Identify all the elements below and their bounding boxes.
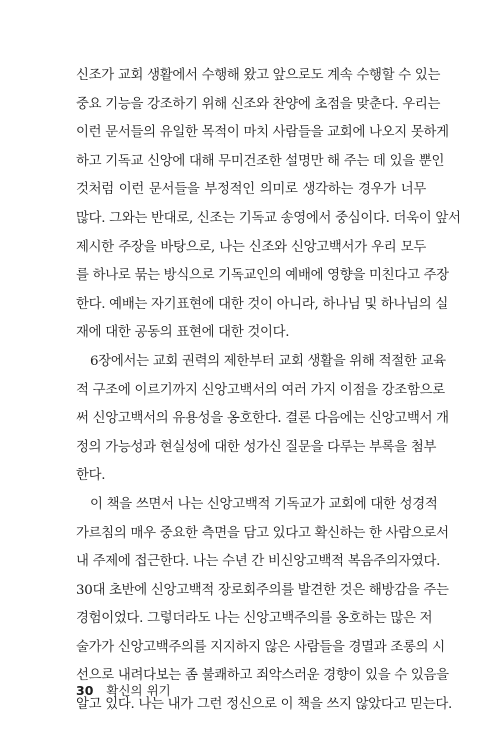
text-line: 30대 초반에 신앙고백적 장로회주의를 발견한 것은 해방감을 주는: [76, 582, 449, 598]
paragraph-2: [76, 348, 449, 491]
text-line: 하고 기독교 신앙에 대해 무미건조한 설명만 해 주는 데 있을 뿐인: [76, 153, 445, 169]
text-line: 를 하나로 묶는 방식으로 기독교인의 예배에 영향을 미친다고 주장: [76, 268, 449, 284]
page-footer: [76, 681, 171, 699]
text-line: 한다. 예배는 자기표현에 대한 것이 아니라, 하나님 및 하나님의 실: [76, 296, 449, 312]
text-line: 써 신앙고백서의 유용성을 옹호한다. 결론 다음에는 신앙고백서 개: [76, 411, 449, 427]
text-line: 선으로 내려다보는 좀 불쾌하고 죄악스러운 경향이 있을 수 있음을: [76, 668, 449, 684]
text-line: 중요 기능을 강조하기 위해 신조와 찬양에 초점을 맞춘다. 우리는: [76, 96, 441, 112]
text-line: 알고 있다. 나는 내가 그런 정신으로 이 책을 쓰지 않았다고 믿는다.: [76, 697, 452, 713]
text-line: 재에 대한 공동의 표현에 대한 것이다.: [76, 325, 290, 341]
text-line: 정의 가능성과 현실성에 대한 성가신 질문을 다루는 부록을 첨부: [76, 439, 437, 455]
text-line: 많다. 그와는 반대로, 신조는 기독교 송영에서 중심이다. 더욱이 앞서: [76, 210, 461, 226]
text-line: 술가가 신앙고백주의를 지지하지 않은 사람들을 경멸과 조롱의 시: [76, 639, 445, 655]
text-line: 적 구조에 이르기까지 신앙고백서의 여러 가지 이점을 강조함으로: [76, 382, 445, 398]
text-line: 내 주제에 접근한다. 나는 수년 간 비신앙고백적 복음주의자였다.: [76, 554, 441, 570]
text-line: 신조가 교회 생활에서 수행해 왔고 앞으로도 계속 수행할 수 있는: [76, 68, 441, 83]
running-title: 확신의 위기: [106, 683, 171, 698]
text-line: 한다.: [76, 468, 106, 484]
text-line: 이런 문서들의 유일한 목적이 마치 사람들을 교회에 나오지 못하게: [76, 125, 449, 141]
text-line: 이 책을 쓰면서 나는 신앙고백적 기독교가 교회에 대한 성경적: [90, 496, 438, 512]
text-line: 것처럼 이런 문서들을 부정적인 의미로 생각하는 경우가 너무: [76, 182, 426, 198]
paragraph-1: [76, 62, 461, 348]
text-line: 경험이었다. 그렇더라도 나는 신앙고백주의를 옹호하는 많은 저: [76, 611, 433, 627]
body-text: [76, 62, 461, 720]
page-number: 30: [76, 683, 94, 698]
text-line: 가르침의 매우 중요한 측면을 담고 있다고 확신하는 한 사람으로서: [76, 525, 449, 541]
text-line: 6장에서는 교회 권력의 제한부터 교회 생활을 위해 적절한 교육: [90, 353, 446, 369]
text-line: 제시한 주장을 바탕으로, 나는 신조와 신앙고백서가 우리 모두: [76, 239, 426, 255]
